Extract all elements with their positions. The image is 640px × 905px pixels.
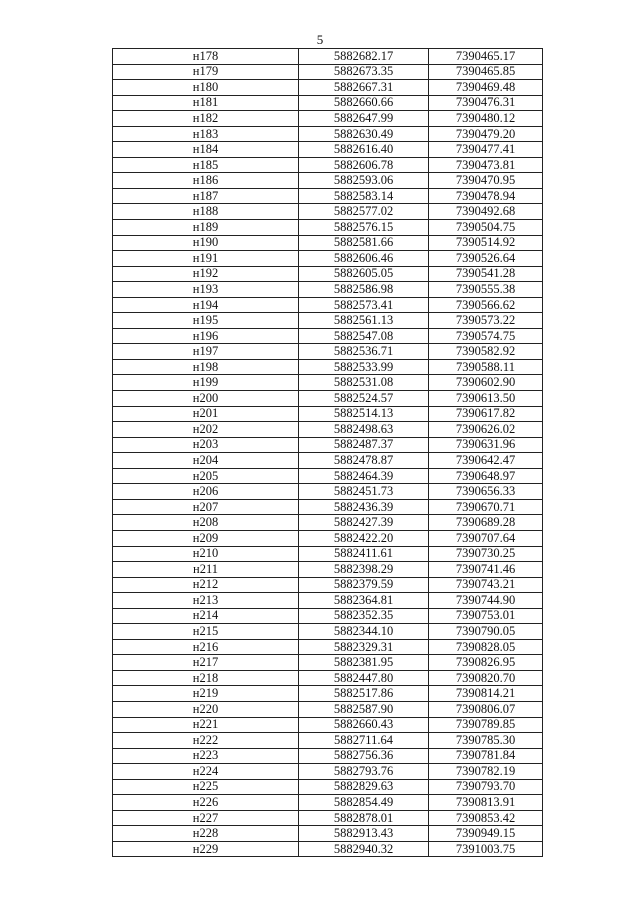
y-coordinate-cell: 7390782.19 xyxy=(429,764,543,780)
table-row xyxy=(113,593,543,609)
point-name-cell: н180 xyxy=(113,80,299,96)
x-coordinate-cell: 5882667.31 xyxy=(299,80,429,96)
table-row xyxy=(113,188,543,204)
table-row xyxy=(113,546,543,562)
y-coordinate-cell: 7390949.15 xyxy=(429,826,543,842)
point-name-cell: н183 xyxy=(113,126,299,142)
table-row xyxy=(113,95,543,111)
x-coordinate-cell: 5882436.39 xyxy=(299,499,429,515)
y-coordinate-cell: 7390626.02 xyxy=(429,422,543,438)
table-row xyxy=(113,422,543,438)
x-coordinate-cell: 5882352.35 xyxy=(299,608,429,624)
y-coordinate-cell: 7390504.75 xyxy=(429,220,543,236)
x-coordinate-cell: 5882711.64 xyxy=(299,733,429,749)
y-coordinate-cell: 7390648.97 xyxy=(429,468,543,484)
y-coordinate-cell: 7390743.21 xyxy=(429,577,543,593)
table-row xyxy=(113,841,543,857)
point-name-cell: н182 xyxy=(113,111,299,127)
point-name-cell: н216 xyxy=(113,639,299,655)
y-coordinate-cell: 7390526.64 xyxy=(429,251,543,267)
table-row xyxy=(113,468,543,484)
y-coordinate-cell: 7390707.64 xyxy=(429,530,543,546)
x-coordinate-cell: 5882682.17 xyxy=(299,49,429,65)
x-coordinate-cell: 5882398.29 xyxy=(299,562,429,578)
point-name-cell: н181 xyxy=(113,95,299,111)
table-row xyxy=(113,717,543,733)
table-row xyxy=(113,670,543,686)
point-name-cell: н192 xyxy=(113,266,299,282)
coordinates-table xyxy=(112,48,543,857)
point-name-cell: н200 xyxy=(113,391,299,407)
y-coordinate-cell: 7390478.94 xyxy=(429,188,543,204)
x-coordinate-cell: 5882576.15 xyxy=(299,220,429,236)
x-coordinate-cell: 5882673.35 xyxy=(299,64,429,80)
table-row xyxy=(113,282,543,298)
point-name-cell: н190 xyxy=(113,235,299,251)
y-coordinate-cell: 7390753.01 xyxy=(429,608,543,624)
table-row xyxy=(113,624,543,640)
y-coordinate-cell: 7390806.07 xyxy=(429,701,543,717)
point-name-cell: н189 xyxy=(113,220,299,236)
y-coordinate-cell: 7390789.85 xyxy=(429,717,543,733)
x-coordinate-cell: 5882364.81 xyxy=(299,593,429,609)
point-name-cell: н219 xyxy=(113,686,299,702)
x-coordinate-cell: 5882793.76 xyxy=(299,764,429,780)
point-name-cell: н217 xyxy=(113,655,299,671)
table-row xyxy=(113,577,543,593)
table-row xyxy=(113,173,543,189)
x-coordinate-cell: 5882379.59 xyxy=(299,577,429,593)
x-coordinate-cell: 5882878.01 xyxy=(299,810,429,826)
y-coordinate-cell: 7390613.50 xyxy=(429,391,543,407)
point-name-cell: н209 xyxy=(113,530,299,546)
point-name-cell: н210 xyxy=(113,546,299,562)
x-coordinate-cell: 5882587.90 xyxy=(299,701,429,717)
table-row xyxy=(113,220,543,236)
point-name-cell: н206 xyxy=(113,484,299,500)
point-name-cell: н186 xyxy=(113,173,299,189)
point-name-cell: н208 xyxy=(113,515,299,531)
point-name-cell: н226 xyxy=(113,795,299,811)
x-coordinate-cell: 5882447.80 xyxy=(299,670,429,686)
x-coordinate-cell: 5882630.49 xyxy=(299,126,429,142)
x-coordinate-cell: 5882586.98 xyxy=(299,282,429,298)
x-coordinate-cell: 5882606.46 xyxy=(299,251,429,267)
table-row xyxy=(113,111,543,127)
x-coordinate-cell: 5882524.57 xyxy=(299,391,429,407)
point-name-cell: н197 xyxy=(113,344,299,360)
x-coordinate-cell: 5882517.86 xyxy=(299,686,429,702)
y-coordinate-cell: 7390781.84 xyxy=(429,748,543,764)
y-coordinate-cell: 7390828.05 xyxy=(429,639,543,655)
x-coordinate-cell: 5882605.05 xyxy=(299,266,429,282)
table-row xyxy=(113,608,543,624)
y-coordinate-cell: 7390814.21 xyxy=(429,686,543,702)
x-coordinate-cell: 5882616.40 xyxy=(299,142,429,158)
y-coordinate-cell: 7391003.75 xyxy=(429,841,543,857)
y-coordinate-cell: 7390670.71 xyxy=(429,499,543,515)
point-name-cell: н204 xyxy=(113,453,299,469)
table-row xyxy=(113,391,543,407)
x-coordinate-cell: 5882536.71 xyxy=(299,344,429,360)
page-number: 5 xyxy=(316,32,324,47)
y-coordinate-cell: 7390476.31 xyxy=(429,95,543,111)
x-coordinate-cell: 5882573.41 xyxy=(299,297,429,313)
table-row xyxy=(113,826,543,842)
y-coordinate-cell: 7390479.20 xyxy=(429,126,543,142)
y-coordinate-cell: 7390741.46 xyxy=(429,562,543,578)
x-coordinate-cell: 5882531.08 xyxy=(299,375,429,391)
table-row xyxy=(113,779,543,795)
point-name-cell: н223 xyxy=(113,748,299,764)
point-name-cell: н214 xyxy=(113,608,299,624)
coordinates-table-body xyxy=(113,49,543,857)
y-coordinate-cell: 7390566.62 xyxy=(429,297,543,313)
x-coordinate-cell: 5882422.20 xyxy=(299,530,429,546)
point-name-cell: н228 xyxy=(113,826,299,842)
point-name-cell: н193 xyxy=(113,282,299,298)
y-coordinate-cell: 7390477.41 xyxy=(429,142,543,158)
table-row xyxy=(113,484,543,500)
table-row xyxy=(113,157,543,173)
table-row xyxy=(113,406,543,422)
x-coordinate-cell: 5882581.66 xyxy=(299,235,429,251)
point-name-cell: н195 xyxy=(113,313,299,329)
table-row xyxy=(113,655,543,671)
y-coordinate-cell: 7390730.25 xyxy=(429,546,543,562)
x-coordinate-cell: 5882427.39 xyxy=(299,515,429,531)
point-name-cell: н229 xyxy=(113,841,299,857)
point-name-cell: н224 xyxy=(113,764,299,780)
table-row xyxy=(113,733,543,749)
x-coordinate-cell: 5882514.13 xyxy=(299,406,429,422)
y-coordinate-cell: 7390480.12 xyxy=(429,111,543,127)
x-coordinate-cell: 5882913.43 xyxy=(299,826,429,842)
table-row xyxy=(113,795,543,811)
y-coordinate-cell: 7390574.75 xyxy=(429,328,543,344)
x-coordinate-cell: 5882547.08 xyxy=(299,328,429,344)
y-coordinate-cell: 7390602.90 xyxy=(429,375,543,391)
y-coordinate-cell: 7390853.42 xyxy=(429,810,543,826)
point-name-cell: н222 xyxy=(113,733,299,749)
x-coordinate-cell: 5882451.73 xyxy=(299,484,429,500)
table-row xyxy=(113,328,543,344)
y-coordinate-cell: 7390785.30 xyxy=(429,733,543,749)
x-coordinate-cell: 5882583.14 xyxy=(299,188,429,204)
y-coordinate-cell: 7390473.81 xyxy=(429,157,543,173)
y-coordinate-cell: 7390631.96 xyxy=(429,437,543,453)
point-name-cell: н203 xyxy=(113,437,299,453)
point-name-cell: н185 xyxy=(113,157,299,173)
table-row xyxy=(113,80,543,96)
point-name-cell: н184 xyxy=(113,142,299,158)
table-row xyxy=(113,313,543,329)
y-coordinate-cell: 7390541.28 xyxy=(429,266,543,282)
y-coordinate-cell: 7390573.22 xyxy=(429,313,543,329)
point-name-cell: н212 xyxy=(113,577,299,593)
x-coordinate-cell: 5882464.39 xyxy=(299,468,429,484)
point-name-cell: н178 xyxy=(113,49,299,65)
table-row xyxy=(113,142,543,158)
x-coordinate-cell: 5882660.43 xyxy=(299,717,429,733)
y-coordinate-cell: 7390744.90 xyxy=(429,593,543,609)
table-row xyxy=(113,64,543,80)
x-coordinate-cell: 5882606.78 xyxy=(299,157,429,173)
point-name-cell: н198 xyxy=(113,359,299,375)
x-coordinate-cell: 5882411.61 xyxy=(299,546,429,562)
point-name-cell: н191 xyxy=(113,251,299,267)
point-name-cell: н196 xyxy=(113,328,299,344)
table-row xyxy=(113,639,543,655)
x-coordinate-cell: 5882533.99 xyxy=(299,359,429,375)
table-row xyxy=(113,764,543,780)
y-coordinate-cell: 7390790.05 xyxy=(429,624,543,640)
y-coordinate-cell: 7390826.95 xyxy=(429,655,543,671)
x-coordinate-cell: 5882647.99 xyxy=(299,111,429,127)
table-row xyxy=(113,748,543,764)
point-name-cell: н211 xyxy=(113,562,299,578)
y-coordinate-cell: 7390813.91 xyxy=(429,795,543,811)
table-row xyxy=(113,437,543,453)
y-coordinate-cell: 7390617.82 xyxy=(429,406,543,422)
point-name-cell: н218 xyxy=(113,670,299,686)
y-coordinate-cell: 7390555.38 xyxy=(429,282,543,298)
table-row xyxy=(113,375,543,391)
y-coordinate-cell: 7390820.70 xyxy=(429,670,543,686)
y-coordinate-cell: 7390470.95 xyxy=(429,173,543,189)
point-name-cell: н188 xyxy=(113,204,299,220)
point-name-cell: н201 xyxy=(113,406,299,422)
x-coordinate-cell: 5882381.95 xyxy=(299,655,429,671)
y-coordinate-cell: 7390656.33 xyxy=(429,484,543,500)
x-coordinate-cell: 5882577.02 xyxy=(299,204,429,220)
table-row xyxy=(113,515,543,531)
y-coordinate-cell: 7390689.28 xyxy=(429,515,543,531)
table-row xyxy=(113,810,543,826)
point-name-cell: н215 xyxy=(113,624,299,640)
x-coordinate-cell: 5882498.63 xyxy=(299,422,429,438)
point-name-cell: н202 xyxy=(113,422,299,438)
x-coordinate-cell: 5882329.31 xyxy=(299,639,429,655)
table-row xyxy=(113,266,543,282)
point-name-cell: н227 xyxy=(113,810,299,826)
x-coordinate-cell: 5882344.10 xyxy=(299,624,429,640)
table-row xyxy=(113,530,543,546)
x-coordinate-cell: 5882487.37 xyxy=(299,437,429,453)
y-coordinate-cell: 7390469.48 xyxy=(429,80,543,96)
x-coordinate-cell: 5882660.66 xyxy=(299,95,429,111)
point-name-cell: н187 xyxy=(113,188,299,204)
x-coordinate-cell: 5882854.49 xyxy=(299,795,429,811)
table-row xyxy=(113,204,543,220)
point-name-cell: н220 xyxy=(113,701,299,717)
table-row xyxy=(113,235,543,251)
table-row xyxy=(113,297,543,313)
x-coordinate-cell: 5882593.06 xyxy=(299,173,429,189)
point-name-cell: н213 xyxy=(113,593,299,609)
y-coordinate-cell: 7390642.47 xyxy=(429,453,543,469)
table-row xyxy=(113,359,543,375)
y-coordinate-cell: 7390465.85 xyxy=(429,64,543,80)
y-coordinate-cell: 7390514.92 xyxy=(429,235,543,251)
y-coordinate-cell: 7390492.68 xyxy=(429,204,543,220)
point-name-cell: н207 xyxy=(113,499,299,515)
point-name-cell: н205 xyxy=(113,468,299,484)
y-coordinate-cell: 7390588.11 xyxy=(429,359,543,375)
y-coordinate-cell: 7390582.92 xyxy=(429,344,543,360)
point-name-cell: н225 xyxy=(113,779,299,795)
table-row xyxy=(113,701,543,717)
point-name-cell: н194 xyxy=(113,297,299,313)
point-name-cell: н179 xyxy=(113,64,299,80)
x-coordinate-cell: 5882561.13 xyxy=(299,313,429,329)
table-row xyxy=(113,126,543,142)
y-coordinate-cell: 7390793.70 xyxy=(429,779,543,795)
table-row xyxy=(113,453,543,469)
table-row xyxy=(113,344,543,360)
point-name-cell: н199 xyxy=(113,375,299,391)
x-coordinate-cell: 5882829.63 xyxy=(299,779,429,795)
point-name-cell: н221 xyxy=(113,717,299,733)
y-coordinate-cell: 7390465.17 xyxy=(429,49,543,65)
x-coordinate-cell: 5882756.36 xyxy=(299,748,429,764)
x-coordinate-cell: 5882478.87 xyxy=(299,453,429,469)
table-row xyxy=(113,251,543,267)
table-row xyxy=(113,49,543,65)
table-row xyxy=(113,499,543,515)
table-row xyxy=(113,686,543,702)
table-row xyxy=(113,562,543,578)
x-coordinate-cell: 5882940.32 xyxy=(299,841,429,857)
